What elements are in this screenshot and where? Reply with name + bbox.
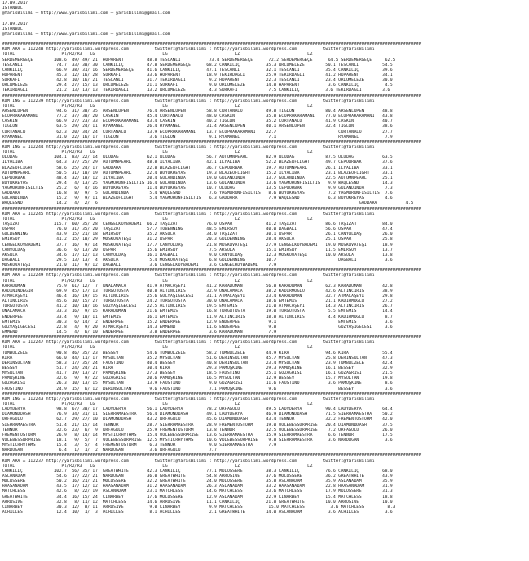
table-row: TURGUTOSTA 41.2 10/ 10/ 16 GÖZYAŞIĞECESI 22.5 ALTINCIRIS 19.5 EMTEMIS 21.0 ATMACAŞEYI 14.3 ALTINCIRIS 26.7 — [2, 304, 393, 310]
table-row: ASLANADAM 54.6 17/ 22/ 21 NARDUGAN 36.0 GREATWHITE 54.8 ARROSIVE 37.6 MOLOSSERE 36.2 GREATWHITE 43.9 — [2, 473, 393, 479]
table-row: URFAGULU 62.7 29/ 27/ 10 DIAMONDDASH 43.2 URFAGULU 45.6 DIAMONDDASH 43.4 TENNUR 32.2 FREMENTOSTORM 42.0 — [2, 417, 393, 423]
table-row: DAGBALI 29.5 13/ 13/ 4 AKSULA 5.4 MOSKOVATEŞI 6.8 GOLDENNING 10.7 DAGBALI 3.6 — [2, 258, 393, 264]
column-header: TOTAL Pl/R2/R3 LG LG LZ LZ — [2, 463, 313, 469]
table-row: ALTINCIRIS 45.6 10/ 15/ 27 TURGUTOSTA 24.2 TURGUTOSTA 30.0 ÜNALAMACA 18.6 EMTEMIS 21.1 KADIRMOĞLU 27.2 — [2, 299, 393, 305]
table-row: RYAMANEL 31.0 22/ 16/ 17 TIGLON 3.6 TIGLON 9.1 RYAMANEL 7.1 RYAMANEL 7.9 — [2, 134, 393, 140]
table-row: BÜYÜKREYAS 29.4 4/ 13/ 25 YAĞMURUNFISILTIS 16.4 GÜLANDINDA 13.6 GÜLANDINDA 13.6 YAĞMURUNFISILTIS 9.9 WAQLESND 14.3 — [2, 180, 393, 186]
table-row: TAŞIZAT 115.7 60/ 35/ 28 CENGELKÖYBADEMI 66.2 TAŞIZAT 76.0 OSPAR 41.2 TAŞIZAT 86.6 TAŞIZAT 84.0 — [2, 222, 393, 228]
hash-rule: ################################################################################################################################################################## — [2, 453, 422, 459]
hash-rule: ################################################################################################################################################################## — [2, 93, 422, 99]
table-row: EMIRSOY 41.2 15/ 10/ 29 MOSKOVATEŞI 31.2 OSPAR 20.3 GÜLDENNING 28.4 AKSULA 25.1 OSPAR 25.8 — [2, 237, 393, 243]
table-row: CURTANALO 62.3 20/ 34/ 24 CURTANALO 13.9 ECOPRAKARAMANI 13.7 ECOPRAKARAMANI 22.7 CURTANALO 27.7 — [2, 129, 393, 135]
table-row: MOSKOVATEŞI 21.0 11/ 9/ 12 DAGBALI 3.6 CENGELKÖYBADEMI 3.6 CENGELKÖYBADEMI 7.9 — [2, 263, 277, 269]
table-row: GÜLANDINDA 15.2 9/ 9/ 11 BLAZEOFLIGHT 5.4 YAĞMURUNFISILTIS 6.3 GADDARA 7.9 WAQLESND 6.3 BÜYÜKREYAS 4.6 — [2, 196, 393, 202]
table-row: ÜNALAMACA 33.3 16/ 9/ 15 KARADUMAN 21.6 EMTEMIS 16.8 TURGUTOSTA 19.0 TURGUTOSTA 5.5 EMTEMIS 14.4 — [2, 309, 393, 315]
table-row: ILYALIBA 64.3 37/ 25/ 29 AUTUMNPEARL 48.8 ILYALIBA 42.1 ILYALIBA 52.2 BLAZEOFLIGHT 49.7 CEPUORBAK 37.6 — [2, 160, 393, 166]
document-body — [2, 1, 527, 515]
table-row: KARADUMAN 75.9 61/ 12/ 7 ÜNALAMACA 41.9 ATMACAŞEYI 41.2 KARADUMAN 56.8 KARADUMAN 62.3 KARADUMAN 42.8 — [2, 283, 393, 289]
hash-rule: ################################################################################################################################################################## — [2, 268, 422, 274]
table-row: TEKIRDAĞLI 21.2 13/ 13/ 13 TEKIRDAĞLI 13.2 ÖRLÜMELEZE 4.3 SURKAFI 7.5 CANKILIÇ 3.6 TEKIRDAĞLI 3.6 — [2, 88, 391, 94]
table-row: TENNUR 32.6 23/ 6/ 9 URFAGULU 25.9 FREMENTOSTORM 13.8 TENNUR 32.5 VOLEBESSURPRISE 7.2 URFAGULU 26.0 — [2, 427, 393, 433]
table-row: TUMBULZELE 90.8 46/ 35/ 23 BESSEY 54.6 TUMBULZELE 58.2 TUMBULZELE 44.9 KIRA 94.6 KIRA 55.4 — [2, 350, 393, 356]
table-row: DERINSULTAN 58.3 17/ 35/ 24 FAUSTINO 40.4 BESSEY 40.8 DERINSULTAN 23.4 MYSULTAN 23.9 TUMBULZELE 42.4 — [2, 360, 393, 366]
race-line: KUM ARA = 112248 http://yarisbilimi.wordpress.com twitter:@YarisBilimi : http://yarisbilimi.wordpress.com twitter:@YarisBilimi — [2, 47, 375, 53]
table-row: MOLOSSERE 50.2 16/ 21/ 21 MOLOSSERE 32.2 GREATWHITE 24.0 MOLOSSERE 35.8 ASLANADAM 35.9 ASLANADAM 35.9 — [2, 479, 393, 485]
table-row: SERDEMERGEÇE 108.6 49/ 49/ 21 HOPARENT 48.8 TESCANLI 73.4 SERDEMERGEÇE 72.2 SERDEMERGEÇE 64.5 SERDEMERGEÇE 62.5 — [2, 57, 396, 63]
table-row: KIRA 66.0 44/ 11/ 17 MYSULTAN 35.2 MYSULTAN 51.6 DERINSULTAN 45.7 MYSULTAN 25.8 DERINSULTAN 47.3 — [2, 355, 393, 361]
table-row: SURKAFI 42.8 10/ 16/ 21 TESCANLI 31.7 TEKIRDAĞLI 9.2 HOPARENT 22.3 TESCANLI 23.4 ÖRLÜMELEZE 30.0 — [2, 78, 393, 84]
hash-rule: ################################################################################################################################################################## — [2, 139, 422, 145]
hash-rule: ################################################################################################################################################################## — [2, 206, 422, 212]
hash-rule: ################################################################################################################################################################## — [2, 335, 422, 341]
table-row: CASKIN 66.9 27/ 23/ 33 ECOPRAKARAMANI 43.4 CASKIN 40.2 TIGLON 35.2 CURTANALO 41.9 CASKIN 40.7 — [2, 119, 393, 125]
table-row: GADDARA 16.8 8/ 9/ 5 GÜLANDINDA 5.4 WAQLESND 7.6 YAĞMURUNFISILTIS 8.6 BÜYÜKREYAS 7.2 YAĞMURUNFISILTIS 7.6 — [2, 191, 393, 197]
header-line: ISTANBUL — [2, 26, 23, 32]
column-header: TOTAL Pl/R2/R3 LG LG LZ LZ — [2, 150, 313, 156]
table-row: ARSENLUPEN 94.6 31/ 30/ 35 ARSENLUPEN 76.4 ARSENLUPEN 58.8 CURTANALO 49.8 TIGLON 80.4 ARSENLUPEN 48.8 — [2, 108, 393, 114]
table-row: ENDERPEE 33.4 9/ 10/ 11 EMTEMIS 16.1 EMTEMIS 11.9 ALTINCIRIS 18.8 ALTINCIRIS 4.4 KADIRMOĞLU 8.7 — [2, 314, 393, 320]
table-row: TIGLON 63.5 29/ 24/ 11 RYAMANEL 26.4 RYAMANEL 31.4 ARSENLUPEN 40.1 ARSENLUPEN 32.4 TIGLON 38.6 — [2, 124, 393, 130]
header-line: ISTANBUL — [2, 6, 23, 12]
table-row: ÖRLÜMELEZE 29.4 27/ 15/ 13 ÖRLÜMELEZE 21.1 SURKAFI 9.0 ÖRLÜMELEZE 14.8 HAPARENT 3.6 CANKILIÇ 4.5 — [2, 83, 393, 89]
header-line: @YarisBilimi — http://www.yarisbilimi.com — yarisbilimi@gmail.com — [2, 31, 171, 37]
race-line: KUM ARA = 112249 http://yarisbilimi.wordpress.com twitter:@YarisBilimi : http://yarisbilimi.wordpress.com twitter:@YarisBilimi — [2, 273, 375, 279]
column-header: TOTAL Pl/R2/R3 LG LG LZ LZ — [2, 401, 313, 407]
table-row: FREMENTOSTORM 26.9 8/ 14/ 14 MYSTICRHYTHMS 15.4 VOLEBESSURPRISE 13.6 SIERRAMAESTRA 15.9 SIERRAMAESTRA 6.6 TENNUR 17.5 — [2, 432, 393, 438]
table-row: GÜLDENNING 43.9 15/ 21/ 18 EMIRSOY 35.2 AKSULA 34.0 TAŞIZAT 30.1 OSPAR 26.1 CANYOLDAŞ 26.0 — [2, 232, 393, 238]
table-row: KADININDEĞIR 69.9 45/ 17/ 13 TURGUTOSTA 40.8 ALTINCIRIS 32.9 ÜNALAMACA 38.2 KADIRMOĞLU 42.6 ALTINCIRIS 38.9 — [2, 288, 393, 294]
table-row: LADYDERYA 98.8 67/ 30/ 17 LADYDERYA 56.1 LADYDERYA 78.2 URFAGULU 49.5 LADYDERYA 90.4 LADYDERYA 64.4 — [2, 407, 393, 413]
table-row: ATMACAŞEYI 46.4 16/ 19/ 15 ALTINCIRIS 25.6 GÜLYAŞIĞECESI 31.1 ATMACAŞEYI 23.4 KARADUMAN 32.7 ATMACAŞEYI 29.8 — [2, 294, 393, 300]
table-row: OSPAR 76.0 31/ 35/ 20 TAŞIZAT 57.7 TOBENNING 48.5 EMIRSOY 40.0 DAGBALI 56.6 OSPAR 47.4 — [2, 227, 393, 233]
table-row: PAMUŞKINE 32.6 9/ 9/ 22 GOZAĞRISI 20.6 PAMUŞKINE 16.5 MYSULTAN 12.9 BESSEY 15.7 MYSULTAN 19.8 — [2, 376, 393, 382]
table-row: YAĞMURUNFISILTIS 25.2 6/ 4/ 16 BÜYÜKREYAS 11.4 BÜYÜKREYAS 10.7 ULUDAĞ 13.5 CEPUORBAK 9.9 GULANDINDA 7.3 — [2, 186, 393, 192]
table-row: MYSULTAN 41.7 19/ 13/ 27 PAMUŞKINE 27.3 BESSEY 18.5 FAUSTINO 25.1 GOZAĞRISI 16.1 GOZAĞRISI 21.5 — [2, 371, 393, 377]
header-line: 17.09.2017 — [2, 21, 28, 27]
hash-rule: ################################################################################################################################################################## — [2, 42, 422, 48]
table-row: GREATWHITE 34.4 16/ 15/ 24 CINARBEY 17.6 MOLOSSERE 12.9 ASLANADAM 22.9 CINARBEY 15.4 MATCHLESS 18.8 — [2, 494, 393, 500]
table-row: SIERRAMAESTRA 51.4 21/ 15/ 14 TENNUR 28.7 SIERRAMAESTRA 28.9 FREMENTOSTORM 19.0 VOLEBESSURPRISE 20.4 DIAMONDDASH 37.5 — [2, 422, 393, 428]
table-row: ECOPRAKARAMANI 77.2 37/ 30/ 20 CASKIN 45.4 CURTANALO 48.0 CASKIN 35.8 ECOPRAKARAMANI 77.0 ECOPRAKARAMANI 43.8 — [2, 114, 393, 120]
table-row: WAQLESND 14.2 4/ 2/ 6 GADDARA 4.5 — [2, 201, 414, 207]
table-row: AUTUMNPEARL 50.5 31/ 10/ 19 AUTUMNPEARL 22.4 BÜYÜKREYAS 19.3 BLAZEOFLIGHT 15.2 ILYALIBA 23.1 BLAZEOFLIGHT 33.1 — [2, 170, 393, 176]
table-row: ARROSIVE 32.8 8/ 11/ 12 MATCHLESS 14.6 ARROSIVE 11.1 CANKILIÇ 21.8 GREATWHITE 10.0 ARROSIVE 10.0 — [2, 499, 393, 505]
table-row: GOZYAŞIGECESI 22.8 4/ 9/ 20 ATMACAŞEYI 14.3 EMMEND 11.6 ENDERPEE 9.8 GÖZYAŞIGECESI 3.6 — [2, 324, 393, 330]
column-header: TOTAL Pl/R2/R3 LG LG LZ LZ — [2, 52, 313, 58]
table-row: CINARBEY 30.3 12/ 8/ 11 ARROSIVE 9.0 CINARBEY 9.9 MATCHLESS 15.0 MATCHLESS 3.6 MATCHLESS 8.3 — [2, 504, 396, 510]
table-row: FAUSTINO 24.9 15/ 6/ 12 DERINSULTAN 9.6 FAUSTINO 7.1 PAMUŞKINE 9.6 BESSEY 3.6 — [2, 386, 393, 392]
table-row: CANKILIÇ 66.9 38/ 31/ 16 SERDEMERGEÇE 41.6 CANKILIÇ 47.1 TESCANLI 32.1 TESCANLI 35.4 CANKILIÇ 39.6 — [2, 67, 393, 73]
race-line: KUM ARA = 112237 http://yarisbilimi.wordpress.com twitter:@YarisBilimi : http://yarisbilimi.wordpress.com twitter:@YarisBilimi — [2, 458, 375, 464]
table-row: VOLEBESSURPRISE 18.1 9/ 5/ 7 VOLEBESSURPRISE 12.5 MYSTICRHYTHMS 10.6 VOLEBESSURPRISE 9.8 SIERRAMAESTRA 3.6 NARDUGAN 3.6 — [2, 437, 393, 443]
column-header: TOTAL Pl/R2/R3 LG LG LZ LZ — [2, 345, 313, 351]
column-header: TOTAL Pl/R2/R3 LG LG LZ LZ — [2, 103, 313, 109]
table-row: MATCHLESS 42.6 8/ 22/ 19 ASLANADAM 23.1 MATCHLESS 14.6 MATCHLESS 23.6 MATCHLESS 17.9 MOLOSSERE 31.3 — [2, 489, 393, 495]
table-row: CEPUORBAK 48.4 32/ 18/ 12 ILYALIBA 20.4 GÜLANDINDA 19.0 GULANDINDA 13.7 GÜLANDINDA 22.5 AUTUMNPEARL 25.1 — [2, 175, 393, 181]
table-row: DIAMONDDASH 76.9 34/ 31/ 11 SIERRAMAESTRA 56.4 DIAMONDDASH 49.1 LADYDERYA 46.9 DIAMONDDASH 71.5 SIERRAMAESTRA 50.2 — [2, 412, 393, 418]
table-row: ACHILLES 12.4 10/ 1/ 3 ACHILLES 8.1 ACHILLES 2.1 GREATWHITE 14.0 ASLANADAM 3.6 ACHILLES 3.6 — [2, 509, 393, 515]
table-row: BESSEY 51.7 24/ 24/ 21 KIRA 30.4 KIRA 29.3 PAMUŞKINE 29.3 PAMUŞKINE 16.1 BESSEY 32.9 — [2, 365, 393, 371]
table-row: NARDUGAN 6.4 1/ 1/ 2 NARDUGAN 3.6 URFAGULU 7.7 — [2, 448, 217, 454]
hash-rule: ################################################################################################################################################################## — [2, 391, 422, 397]
race-line: KUM ING = 112244 http://yarisbilimi.wordpress.com twitter:@YarisBilimi : http://yarisbilimi.wordpress.com twitter:@YarisBilimi — [2, 144, 375, 150]
table-row: GOZAĞRISI 26.3 10/ 13/ 15 MYSULTAN 13.9 FAUSTINO 9.0 GOZAĞRISI 11.6 FAUSTINO 3.6 PAMUŞKINE 8.6 — [2, 381, 393, 387]
table-row: AKSULA 34.6 17/ 12/ 13 CANYOLDAŞ 16.1 DAGBALI 9.0 CANYOLDAŞ 12.3 MOSKOVATEŞI 10.0 AKSULA 13.8 — [2, 252, 393, 258]
race-line: KUM ARA = 112247 http://yarisbilimi.wordpress.com twitter:@YarisBilimi : http://yarisbilimi.wordpress.com twitter:@YarisBilimi — [2, 340, 375, 346]
table-row: EMMEND 14.5 4/ 6/ 10 ENDERPEE 3.8 ENDERPEE 3.6 KARADUMAN 7.9 — [2, 330, 277, 335]
column-header: TOTAL Pl/R2/R3 LG LG LZ LZ — [2, 278, 313, 284]
table-row: CENGELKÖYBADEMI 37.7 16/ 9/ 14 MOSKOVATEŞI 17.7 CANYOLDAŞ 21.8 MOSKOVATEŞI 27.9 CENGELKÖYBADEMI 19.0 MOSKOVATEŞI 18.9 — [2, 242, 393, 248]
table-row: CANKILIÇ 102.7 56/ 35/ 17 GREATWHITE 42.3 CANKILIÇ 77.1 MOLOSSERE 38.3 CANKILIÇ 76.6 CANKILIÇ 68.0 — [2, 468, 393, 474]
column-header: TOTAL Pl/R2/R3 LG LG LZ LZ — [2, 216, 313, 222]
table-row: MYSTICRHYTHMS 15.4 3/ 5/ 4 FREMENTOSTORM 6.3 TENNUR 9.0 SIERRAMAESTRA 7.9 — [2, 443, 277, 449]
race-line: KUM ARA = 112245 http://yarisbilimi.wordpress.com twitter:@YarisBilimi : http://yarisbilimi.wordpress.com twitter:@YarisBilimi — [2, 211, 375, 217]
table-row: BLAZEOFLIGHT 58.6 25/ 24/ 17 GADDARA 22.8 BLAZEOFLIGHT 36.7 CEPUORBAK 19.7 AUTUMNPEARL 26.1 ILYALIBA 33.1 — [2, 165, 393, 171]
table-row: ULUDAĞ 104.1 83/ 22/ 14 ULUDAĞ 62.1 ULUDAĞ 56.7 AUTUMNPEARL 82.9 ULUDAĞ 87.5 ULUDAĞ 63.5 — [2, 155, 393, 161]
table-row: HAASANADAM 43.5 17/ 12/ 12 HAASANADAM 31.2 HAASANADAM 26.3 ASLANADAM 33.2 HAASANADAM 22.8 HAASANADAM 31.9 — [2, 484, 393, 490]
table-row: HOPARENT 45.3 12/ 16/ 28 SURKAFI 33.6 HOPARENT 18.9 TEKIRDAĞLI 25.9 TEKIRDAĞLI 41.2 HOPARENT 34.1 — [2, 72, 393, 78]
header-line: @YarisBilimi — http://www.yarisbilimi.com — yarisbilimi@gmail.com — [2, 11, 171, 17]
table-row: EMTEMIS 30.3 6/ 14/ 2 ENDERPEE 15.2 ENDERPEE 12.9 ENDERPEE 9.1 EMTEMIS 3.6 — [2, 319, 393, 325]
race-line: KUM ING = 112239 http://yarisbilimi.wordpress.com twitter:@YarisBilimi : http://yarisbilimi.wordpress.com twitter:@YarisBilimi — [2, 98, 375, 104]
table-row: TESCANLI 74.7 33/ 30/ 30 CANKILIÇ 47.8 SERDEMERGEÇE 68.2 CANKILIÇ 35.3 ÖRLÜMELEZE 50.1 TESCANLI 54.5 — [2, 62, 393, 68]
table-row: CANYOLDAŞ 36.6 6/ 13/ 20 OSPAR 15.6 EMIRSOY 7.5 AKSULA 15.1 EMIRSOY 11.5 EMIRSOY 13.7 — [2, 247, 393, 253]
race-line: KUM ING = 112243 http://yarisbilimi.wordpress.com twitter:@YarisBilimi : http://yarisbilimi.wordpress.com twitter:@YarisBilimi — [2, 396, 375, 402]
header-line: 17.09.2017 — [2, 1, 28, 6]
